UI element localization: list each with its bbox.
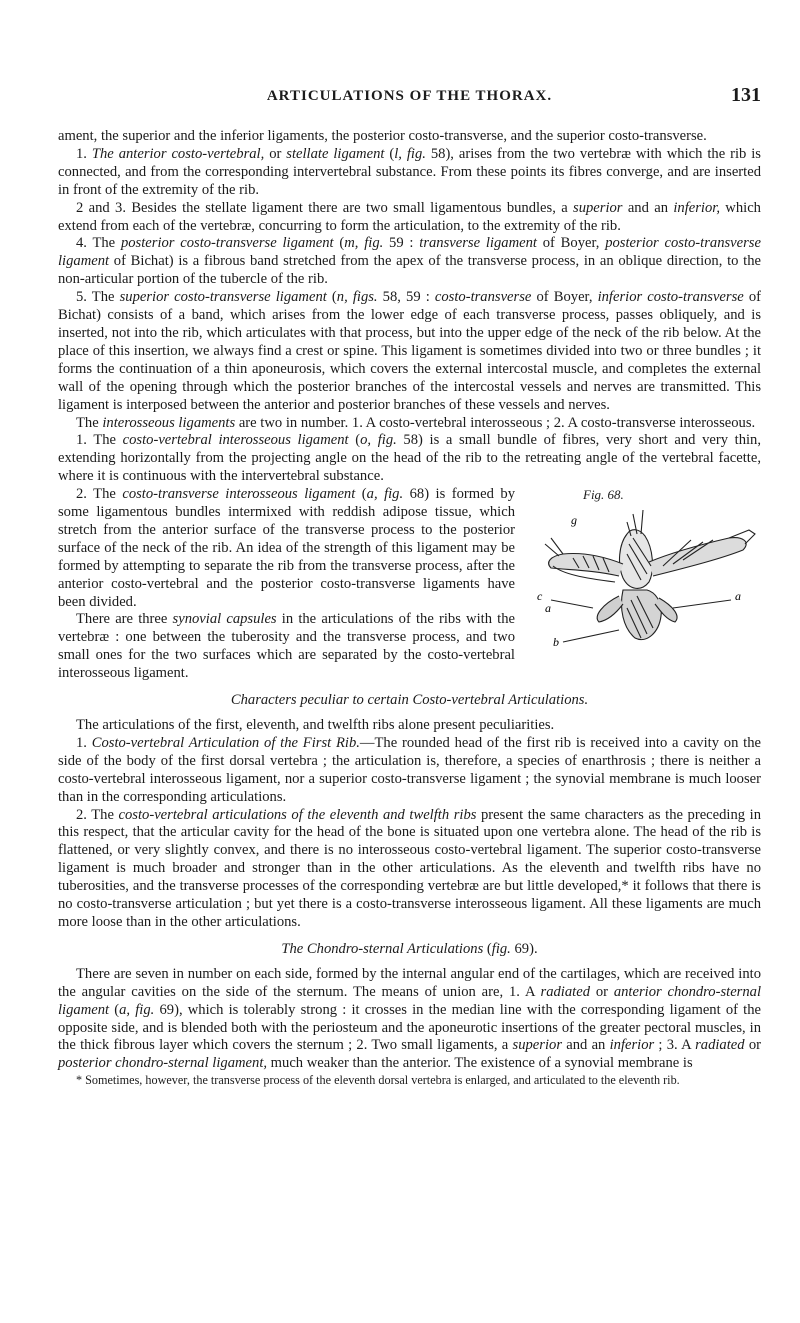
section-heading-peculiar: Characters peculiar to certain Costo-vertebral Articulations. <box>230 692 589 709</box>
paragraph-eleventh-twelfth: 2. The costo-vertebral articulations of the eleventh and twelfth ribs present the same characters as the preceding in this respect, that the articular cavity for the head of the bone is situated upon one vertebra alone. The head of the rib is flattened, or very slightly convex, and there is no interosseous costo-vertebral ligament. The superior costo-transverse ligament is much broader and stronger than in the other articulations. As the eleventh and twelfth ribs have no tuberosities, and the transverse processes of the corresponding vertebræ are but little developed,* it follows that there is no costo-transverse articulation ; but yet there is a costo-transverse interosseous ligament. All these ligaments are much more loose than in the other articulations. <box>58 806 762 930</box>
page-number: 131 <box>731 84 761 106</box>
body-text <box>58 128 761 1087</box>
figure-letter-b: b <box>553 635 559 650</box>
paragraph-anterior-costo-vertebral: 1. The anterior costo-vertebral, or stellate ligament (l, fig. 58), arises from the two vertebræ with which the rib is connected, and from the corresponding intervertebral substance. From these points its fibres converge, and are inserted in front of the extremity of the rib. <box>58 145 761 198</box>
section-heading-chondro-sternal: The Chondro-sternal Articulations (fig. 69). <box>281 940 538 957</box>
figure-label: Fig. 68. <box>583 487 624 503</box>
figure-letter-a-left: a <box>545 601 551 616</box>
paragraph-chondro-sternal: There are seven in number on each side, formed by the internal angular end of the cartilages, which are received into the angular cavities on the side of the sternum. The means of union are, 1. A radiated or anterior chondro-sternal ligament (a, fig. 69), which is tolerably strong : it crosses in the median line with the corresponding ligament of the opposite side, and is blended both with the periosteum and the aponeurotic insertions of the greater pectoral muscles, in the thick fibrous layer which covers the sternum ; 2. Two small ligaments, a superior and an inferior ; 3. A radiated or posterior chondro-sternal ligament, much weaker than the anterior. The existence of a synovial membrane is <box>58 965 762 1072</box>
paragraph-superior-costo-transverse: 5. The superior costo-transverse ligament (n, figs. 58, 59 : costo-transverse of Boyer, inferior costo-transverse of Bichat) consists of a band, which arises from the lower edge of each transverse process, passes obliquely, and is inserted, not into the rib, which articulates with that process, but into the upper edge of the neck of the rib below. At the place of this insertion, we always find a crest or spine. This ligament is sometimes divided into two or three bundles ; it forms the continuation of a thin aponeurosis, which covers the external intercostal muscle, and completes the external wall of the opening through which the posterior branches of the intercostal vessels and nerves are transmitted. This ligament is interposed between the anterior and posterior branches of these vessels and nerves. <box>58 289 762 413</box>
page <box>58 0 761 1087</box>
paragraph-synovial-capsules: There are three synovial capsules in the articulations of the ribs with the vertebræ : one between the tuberosity and the transverse process, and two small ones for the two surfaces which are separated by the costo-vertebral interosseous ligament. <box>58 611 516 682</box>
footnote: * Sometimes, however, the transverse process of the eleventh dorsal vertebra is enlarged, and articulated to the eleventh rib. <box>76 1073 680 1088</box>
figure-letter-g: g <box>571 513 577 528</box>
running-title: ARTICULATIONS OF THE THORAX. <box>266 88 553 104</box>
paragraph-continuation: ament, the superior and the inferior ligaments, the posterior costo-transverse, and the superior costo-transverse. <box>58 128 707 144</box>
paragraph-costo-transverse-interosseous: 2. The costo-transverse interosseous ligament (a, fig. 68) is formed by some ligamentous bundles intermixed with reddish adipose tissue, which stretch from the anterior surface of the transverse process to the posterior surface of the neck of the rib. An idea of the strength of this ligament may be formed by attempting to separate the rib from the transverse process, after the anterior costo-vertebral and the posterior costo-transverse ligaments have been divided. <box>58 486 515 610</box>
vertebra-illustration <box>523 504 761 652</box>
paragraph-first-rib: 1. Costo-vertebral Articulation of the First Rib.—The rounded head of the first rib is received into a cavity on the side of the body of the first dorsal vertebra ; the articulation is, therefore, a species of enarthrosis ; there is neither a costo-vertebral interosseous ligament, nor a superior costo-transverse ligament ; the synovial membrane is much looser than in the corresponding articulations. <box>58 734 762 805</box>
figure-letter-c: c <box>537 589 543 604</box>
paragraph-posterior-costo-transverse: 4. The posterior costo-transverse ligament (m, fig. 59 : transverse ligament of Boyer, posterior costo-transverse ligament of Bichat) is a fibrous band stretched from the apex of the transverse process, in an oblique direction, to the non-articular portion of the tubercle of the rib. <box>58 235 761 288</box>
paragraph-peculiarities: The articulations of the first, eleventh, and twelfth ribs alone present peculiarities. <box>76 717 555 733</box>
page-header <box>58 84 761 128</box>
figure-letter-a-right: a <box>735 589 741 604</box>
paragraph-interosseous: The interosseous ligaments are two in number. 1. A costo-vertebral interosseous ; 2. A costo-transverse interosseous. <box>76 414 756 431</box>
paragraph-costo-vertebral-interosseous: 1. The costo-vertebral interosseous ligament (o, fig. 58) is a small bundle of fibres, very short and very thin, extending horizontally from the projecting angle on the head of the rib to the retreating angle of the vertebral facette, where it is continuous with the intervertebral substance. <box>58 432 761 485</box>
paragraph-superior-inferior-bundles: 2 and 3. Besides the stellate ligament there are two small ligamentous bundles, a superior and an inferior, which extend from each of the vertebræ, concurring to form the articulation, to the extremity of the rib. <box>58 199 761 234</box>
figure-68 <box>523 486 761 654</box>
